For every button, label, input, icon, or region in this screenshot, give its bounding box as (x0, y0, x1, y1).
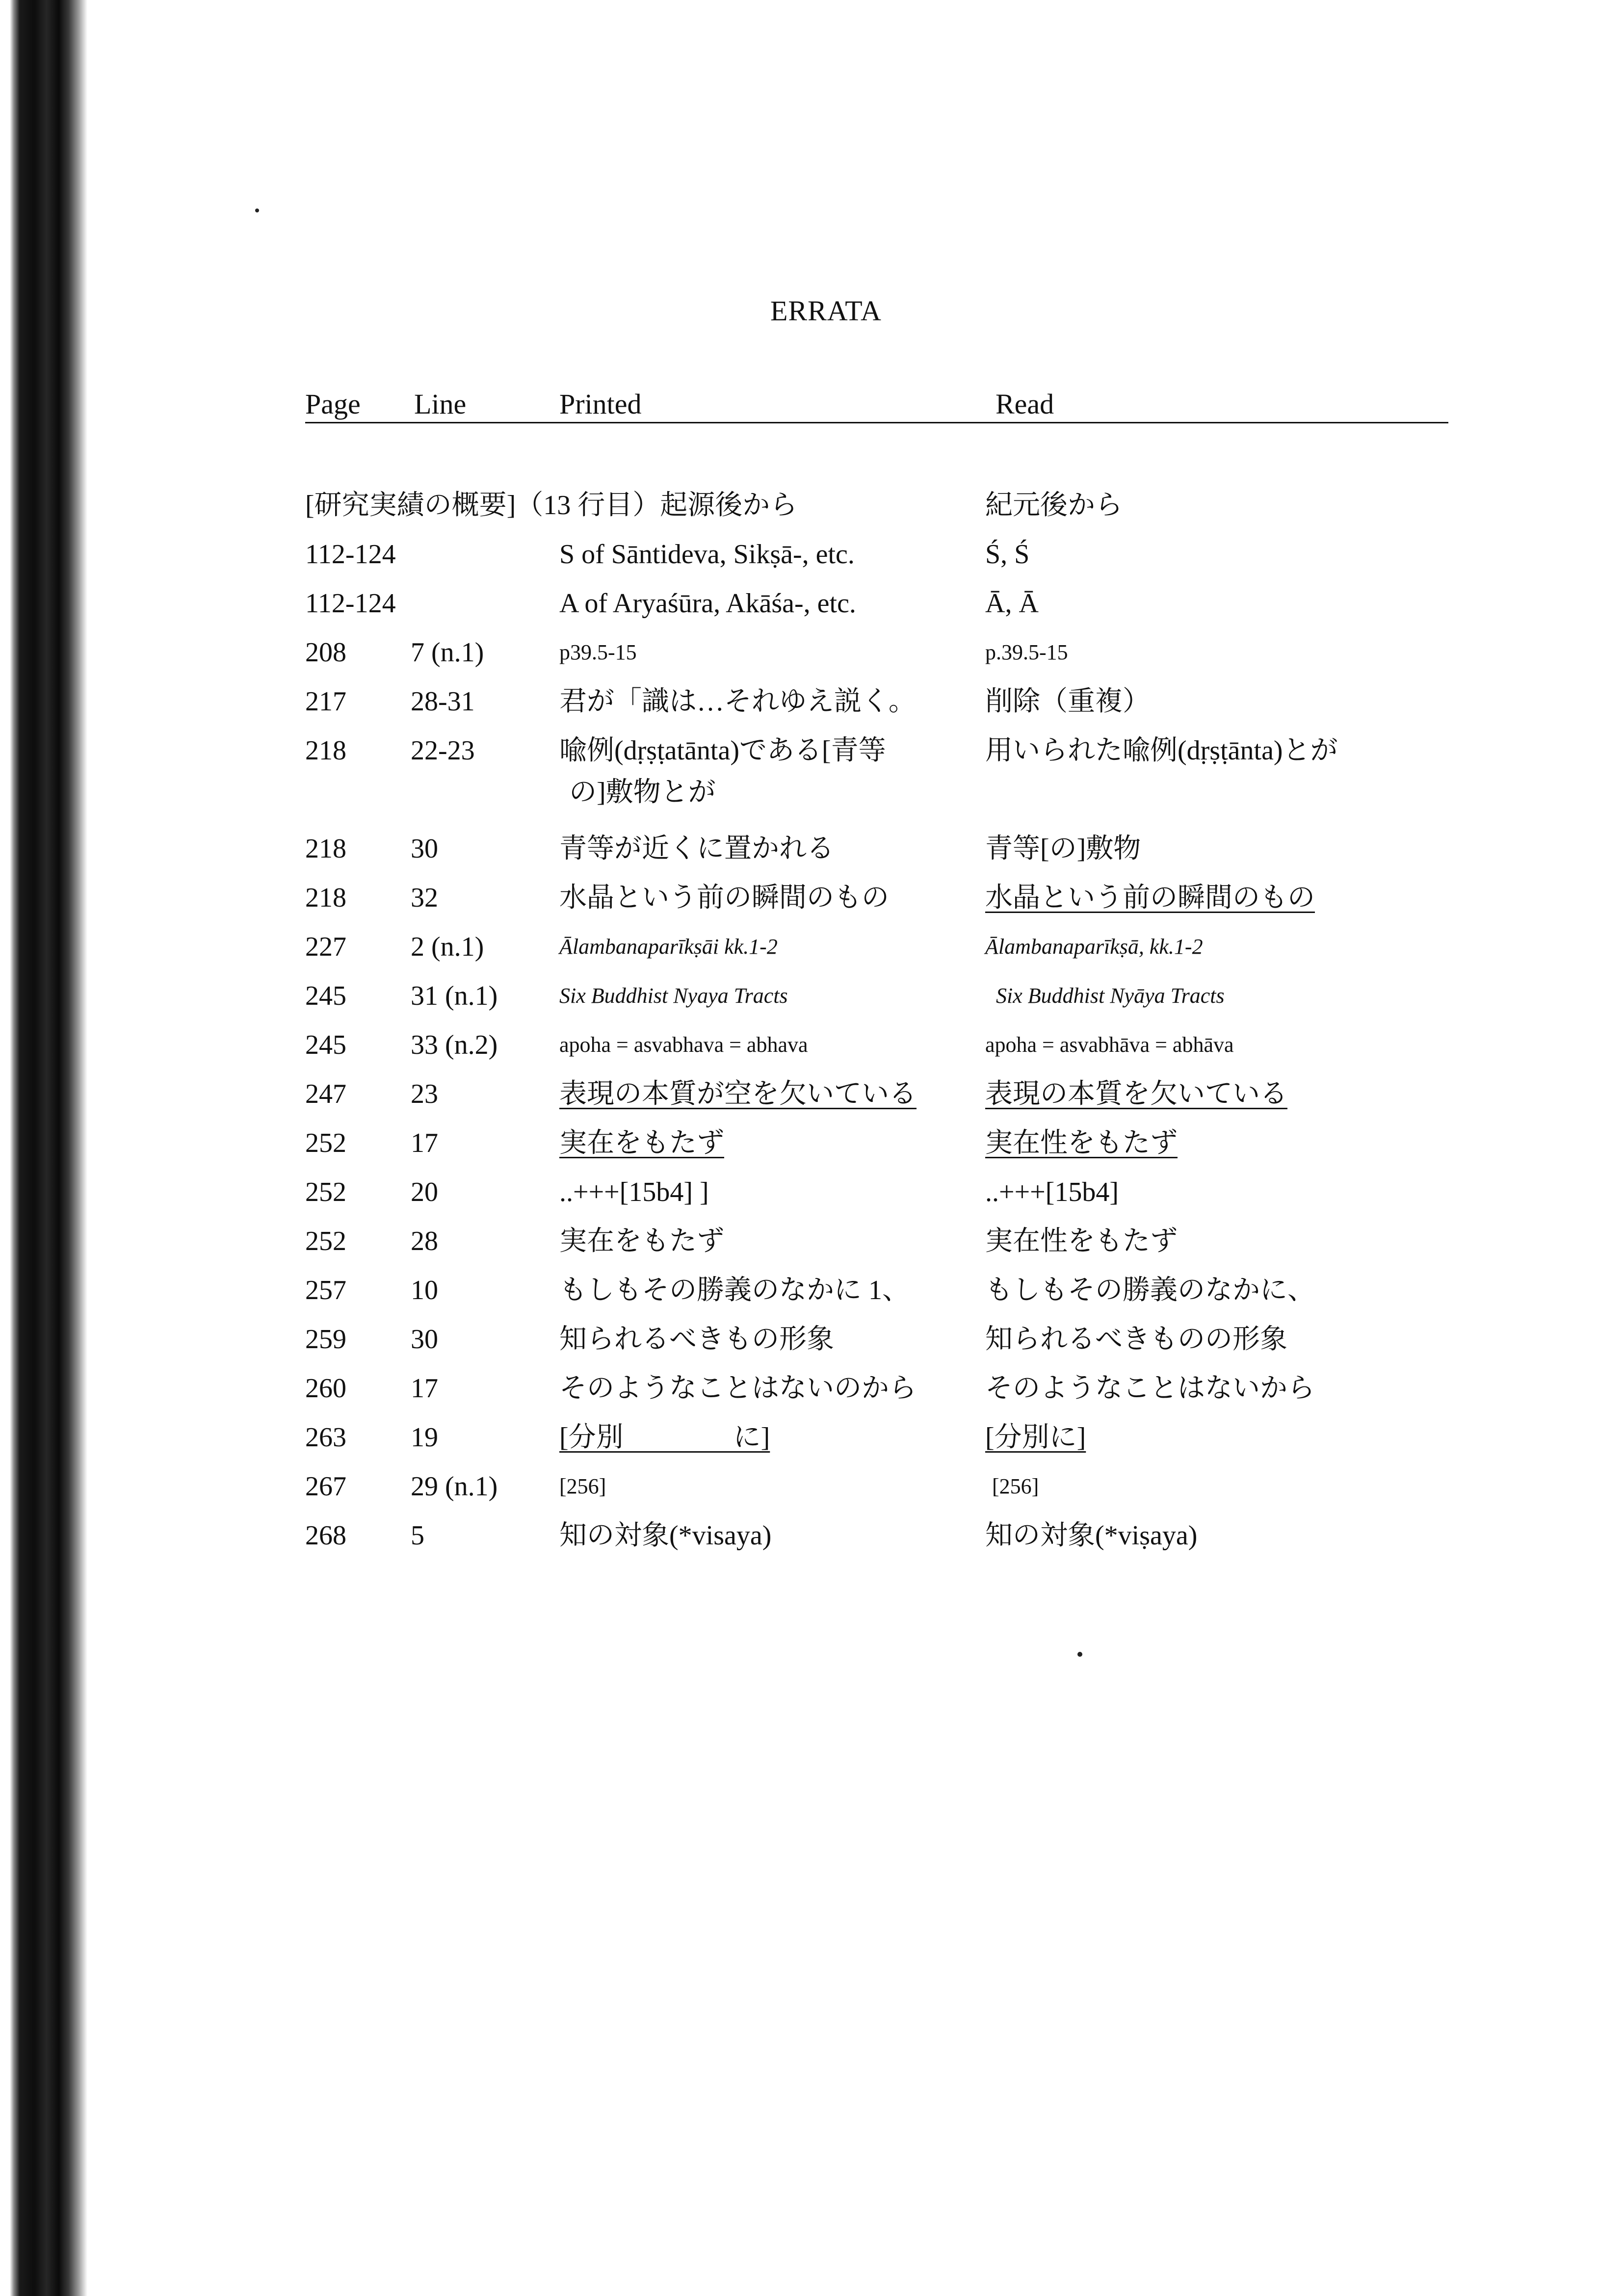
cell-read: Six Buddhist Nyāya Tracts (996, 984, 1225, 1008)
errata-row (305, 729, 1483, 773)
header-read: Read (995, 388, 1054, 420)
errata-row (305, 1464, 1483, 1509)
cell-line: 33 (n.2) (411, 1030, 498, 1060)
cell-read: 実在性をもたず (985, 1128, 1178, 1158)
cell-printed: Six Buddhist Nyaya Tracts (559, 984, 788, 1008)
cell-read: 水晶という前の瞬間のもの (985, 883, 1315, 913)
cell-read: Ś, Ś (985, 539, 1030, 570)
errata-row (305, 679, 1483, 724)
cell-page: 218 (305, 735, 346, 766)
cell-page: 218 (305, 834, 346, 864)
cell-printed: p39.5-15 (559, 640, 637, 664)
cell-line: 7 (n.1) (411, 637, 484, 668)
cell-line: 29 (n.1) (411, 1471, 498, 1502)
cell-page: 260 (305, 1373, 346, 1404)
errata-row (305, 1513, 1483, 1558)
cell-line: 2 (n.1) (411, 932, 484, 962)
errata-row (305, 1219, 1483, 1263)
cell-printed: [研究実績の概要]（13 行目）起源後から (305, 490, 798, 521)
cell-printed: ..+++[15b4] ] (559, 1177, 709, 1207)
errata-row (305, 532, 1483, 576)
cell-read: p.39.5-15 (985, 640, 1068, 664)
cell-page: 259 (305, 1324, 346, 1355)
cell-line: 32 (411, 883, 438, 913)
cell-page: 263 (305, 1422, 346, 1453)
cell-printed: 実在をもたず (559, 1226, 724, 1256)
cell-page: 252 (305, 1226, 346, 1256)
cell-read: 用いられた喩例(dṛṣṭānta)とが (985, 735, 1338, 766)
cell-printed: 水晶という前の瞬間のもの (559, 883, 889, 913)
errata-row (305, 827, 1483, 871)
cell-printed: 表現の本質が空を欠いている (559, 1079, 917, 1109)
errata-row (305, 483, 1483, 527)
errata-row (305, 1170, 1483, 1214)
cell-printed: 知の対象(*visaya) (559, 1520, 772, 1551)
cell-read: [分別に] (985, 1422, 1086, 1453)
header-printed: Printed (559, 388, 642, 420)
cell-page: 245 (305, 981, 346, 1011)
scan-binding-edge (0, 0, 87, 2296)
cell-page: 112-124 (305, 588, 396, 619)
cell-line: 20 (411, 1177, 438, 1207)
cell-page: 268 (305, 1520, 346, 1551)
cell-page: 112-124 (305, 539, 396, 570)
cell-read: Ā, Ā (985, 588, 1039, 619)
cell-page: 245 (305, 1030, 346, 1060)
cell-line: 28-31 (411, 686, 475, 717)
header-underline (305, 422, 1448, 423)
cell-read: apoha = asvabhāva = abhāva (985, 1033, 1234, 1057)
cell-line: 17 (411, 1128, 438, 1158)
errata-row (305, 581, 1483, 626)
cell-printed: 青等が近くに置かれる (559, 834, 834, 864)
errata-row (305, 1268, 1483, 1312)
scan-speck (1077, 1652, 1082, 1657)
cell-printed: 喩例(dṛṣṭatānta)である[青等 (559, 735, 886, 766)
cell-printed: もしもその勝義のなかに 1、 (559, 1275, 910, 1305)
cell-read: Ālambanaparīkṣā, kk.1-2 (985, 935, 1203, 959)
cell-read: 実在性をもたず (985, 1226, 1178, 1256)
cell-line: 31 (n.1) (411, 981, 498, 1011)
errata-row (305, 1366, 1483, 1410)
cell-line: 17 (411, 1373, 438, 1404)
column-header (305, 388, 1448, 427)
cell-read: 表現の本質を欠いている (985, 1079, 1287, 1109)
errata-row (305, 1023, 1483, 1067)
cell-page: 252 (305, 1177, 346, 1207)
cell-line: 5 (411, 1520, 424, 1551)
cell-line: 30 (411, 834, 438, 864)
page-title: ERRATA (770, 295, 882, 327)
cell-line: 10 (411, 1275, 438, 1305)
cell-printed: [分別 に] (559, 1422, 770, 1453)
cell-read: ..+++[15b4] (985, 1177, 1119, 1207)
cell-printed: apoha = asvabhava = abhava (559, 1033, 808, 1057)
cell-page: 208 (305, 637, 346, 668)
cell-printed: 君が「識は…それゆえ説く。 (559, 686, 916, 717)
cell-printed: S of Sāntideva, Sikṣā-, etc. (559, 539, 855, 570)
cell-printed: Ālambanaparīkṣāi kk.1-2 (559, 935, 778, 959)
header-line: Line (414, 388, 467, 420)
cell-printed-continuation: の]敷物とが (569, 777, 716, 808)
cell-read: もしもその勝義のなかに、 (985, 1275, 1315, 1305)
errata-row (305, 876, 1483, 920)
cell-page: 267 (305, 1471, 346, 1502)
errata-row (305, 974, 1483, 1018)
scan-speck (255, 209, 259, 212)
cell-read: 紀元後から (985, 490, 1123, 521)
cell-read: 知の対象(*viṣaya) (985, 1520, 1198, 1551)
cell-page: 252 (305, 1128, 346, 1158)
cell-read: そのようなことはないから (985, 1373, 1315, 1404)
cell-read: 削除（重複） (985, 686, 1150, 717)
errata-row (305, 1317, 1483, 1361)
cell-line: 19 (411, 1422, 438, 1453)
cell-read: [256] (992, 1474, 1039, 1498)
errata-row (305, 1072, 1483, 1116)
cell-page: 218 (305, 883, 346, 913)
cell-line: 28 (411, 1226, 438, 1256)
cell-printed: [256] (559, 1474, 606, 1498)
cell-line: 23 (411, 1079, 438, 1109)
cell-page: 257 (305, 1275, 346, 1305)
errata-row (305, 1415, 1483, 1460)
cell-read: 知られるべきものの形象 (985, 1324, 1287, 1355)
cell-page: 217 (305, 686, 346, 717)
errata-row (305, 925, 1483, 969)
cell-line: 22-23 (411, 735, 475, 766)
header-page: Page (305, 388, 361, 420)
errata-row (305, 630, 1483, 675)
cell-line: 30 (411, 1324, 438, 1355)
cell-page: 247 (305, 1079, 346, 1109)
cell-read: 青等[の]敷物 (985, 834, 1141, 864)
cell-printed: そのようなことはないのから (559, 1373, 917, 1404)
cell-printed: 知られるべきもの形象 (559, 1324, 834, 1355)
errata-row (305, 1121, 1483, 1165)
cell-page: 227 (305, 932, 346, 962)
cell-printed: A of Aryaśūra, Akāśa-, etc. (559, 588, 856, 619)
cell-printed: 実在をもたず (559, 1128, 724, 1158)
